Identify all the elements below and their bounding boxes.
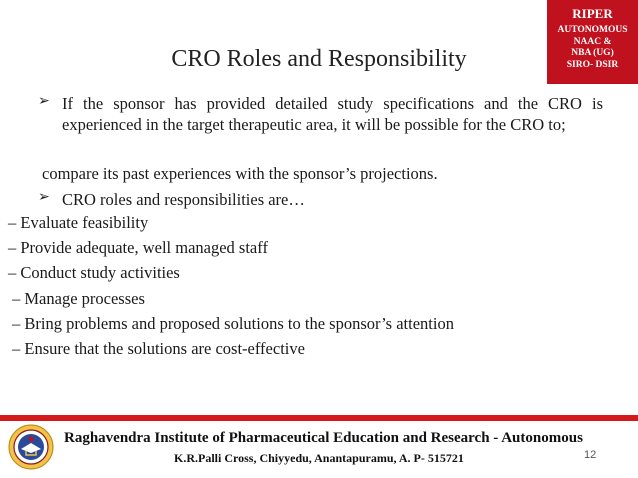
bullet-arrow-icon: ➢ (38, 94, 50, 109)
bullet-item-2 (38, 189, 603, 210)
badge-line-4: NBA (UG) (571, 48, 614, 58)
list-item: – Evaluate feasibility (8, 213, 149, 232)
badge-line-1: RIPER (572, 6, 613, 21)
list-item: – Conduct study activities (8, 263, 180, 282)
list-item: – Bring problems and proposed solutions to the sponsor’s attention (12, 314, 454, 333)
list-item: – Manage processes (12, 289, 145, 308)
bullet-text-1: If the sponsor has provided detailed study specifications and the CRO is experienced in the target therapeutic area, it will be possible for the CRO to; (62, 94, 603, 134)
bullet-arrow-icon: ➢ (38, 190, 50, 205)
bullet-item-1 (38, 93, 603, 135)
footer-address: K.R.Palli Cross, Chiyyedu, Anantapuramu, A. P- 515721 (174, 451, 464, 465)
compare-line: compare its past experiences with the sponsor’s projections. (42, 164, 438, 183)
list-item: – Ensure that the solutions are cost-effective (12, 339, 305, 358)
bullet-text-2: CRO roles and responsibilities are… (62, 190, 305, 209)
footer-institute-name: Raghavendra Institute of Pharmaceutical Education and Research - Autonomous (64, 430, 583, 446)
list-item: – Provide adequate, well managed staff (8, 238, 268, 257)
slide-title: CRO Roles and Responsibility (171, 46, 467, 72)
badge-line-3: NAAC & (573, 36, 612, 47)
page-number: 12 (584, 449, 597, 461)
footer-divider (0, 415, 638, 421)
badge-line-2: AUTONOMOUS (557, 25, 628, 35)
badge-line-5: SIRO- DSIR (566, 59, 619, 70)
institute-logo-icon (8, 424, 54, 470)
